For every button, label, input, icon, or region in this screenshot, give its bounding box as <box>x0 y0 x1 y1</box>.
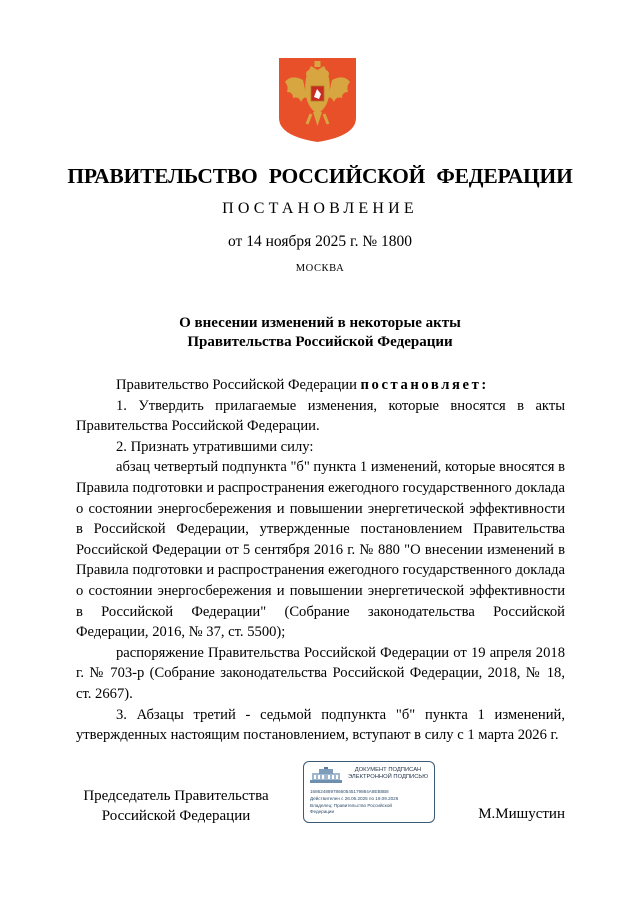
body-paragraph-3: абзац четвертый подпункта "б" пункта 1 изменений, которые вносятся в Правила подготовки и распространения ежегодного государственного доклада о состоянии энергосбережения и повышении энергетической эффективности в Российской Федерации, утвержденные постановлением Правительства Российской Федерации от 5 сентября 2016 г. № 880 "О внесении изменений в Правила подготовки и распространения ежегодного государственного доклада о состоянии энергосбережения и повышении энергетической эффективности в Российской Федерации" (Собрание законодательства Российской Федерации, 2016, № 37, ст. 5500); <box>76 459 565 641</box>
document-body <box>76 375 565 746</box>
subject-line-2: Правительства Российской Федерации <box>187 334 453 350</box>
signer-position-line-1: Председатель Правительства <box>83 788 269 804</box>
intro-resolves: постановляет: <box>360 377 489 393</box>
body-paragraph-4: распоряжение Правительства Российской Федерации от 19 апреля 2018 г. № 703-р (Собрание законодательства Российской Федерации, 2018, № 18, ст. 2667). <box>76 644 565 702</box>
electronic-signature-stamp <box>303 761 435 823</box>
russian-coat-of-arms-icon <box>277 56 358 144</box>
document-city: МОСКВА <box>295 263 345 274</box>
subject-line-1: О внесении изменений в некоторые акты <box>179 315 461 331</box>
stamp-owner-line-2: Федерации <box>310 809 335 814</box>
signer-position-line-2: Российской Федерации <box>101 808 251 824</box>
body-paragraph-1: 1. Утвердить прилагаемые изменения, которые вносятся в акты Правительства Российской Федерации. <box>76 397 565 435</box>
stamp-title-line-2: ЭЛЕКТРОННОЙ ПОДПИСЬЮ <box>347 774 429 780</box>
signer-position <box>76 786 276 826</box>
stamp-owner-line-1: Владелец: Правительство Российской <box>310 803 392 808</box>
document-date-number: от 14 ноября 2025 г. № 1800 <box>228 233 412 250</box>
stamp-title-line-1: ДОКУМЕНТ ПОДПИСАН <box>354 767 422 773</box>
body-paragraph-5: 3. Абзацы третий - седьмой подпункта "б" пункта 1 изменений, утвержденных настоящим постановлением, вступают в силу с 1 марта 2026 г. <box>76 706 565 744</box>
government-title: ПРАВИТЕЛЬСТВО РОССИЙСКОЙ ФЕДЕРАЦИИ <box>67 164 573 188</box>
body-paragraph-2: 2. Признать утратившими силу: <box>116 438 314 455</box>
body-intro <box>76 375 565 396</box>
intro-text: Правительство Российской Федерации <box>116 377 361 393</box>
signer-name: М.Мишустин <box>478 806 565 822</box>
stamp-certificate: 16862488978660545179884A8EB8B8 <box>310 789 389 794</box>
document-type: ПОСТАНОВЛЕНИЕ <box>222 200 418 217</box>
stamp-validity: Действителен с 26.06.2025 по 19.09.2026 <box>310 796 399 801</box>
stamp-title <box>344 767 432 781</box>
government-building-icon <box>310 767 342 783</box>
document-subject <box>0 314 640 352</box>
